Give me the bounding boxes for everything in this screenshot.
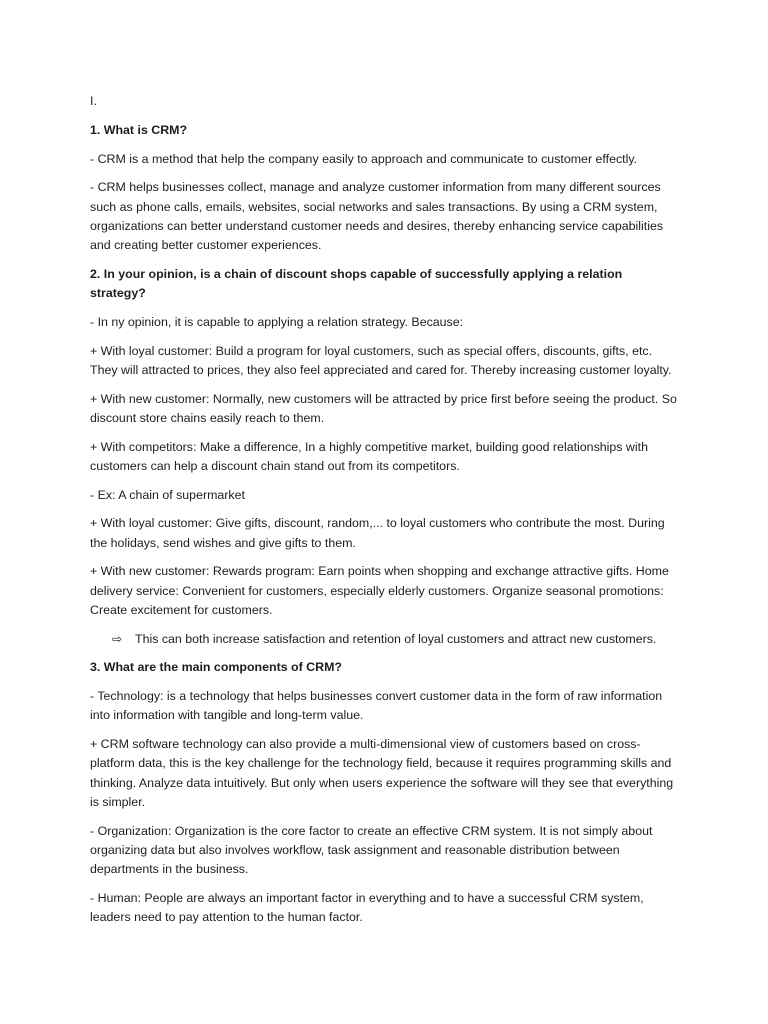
question-2-conclusion-text: This can both increase satisfaction and retention of loyal customers and attract new customers. [135,631,657,646]
question-2-example: - Ex: A chain of supermarket [90,487,245,502]
question-1-heading: 1. What is CRM? [90,122,188,137]
question-2-paragraph-3: + With new customer: Normally, new customers will be attracted by price first before seeing the product. So discount store chains easily reach to them. [90,391,677,425]
arrow-right-icon: ⇨ [112,631,123,646]
question-2-paragraph-4: + With competitors: Make a difference, In a highly competitive market, building good relationships with customers can help a discount chain stand out from its competitors. [90,439,648,473]
question-2-conclusion [112,630,680,649]
question-3-paragraph-1: - Technology: is a technology that helps businesses convert customer data in the form of raw information into information with tangible and long-term value. [90,689,663,723]
question-3-paragraph-3: - Organization: Organization is the core factor to create an effective CRM system. It is not simply about organizing data but also involves workflow, task assignment and reasonable distribution between departments in the business. [90,823,653,876]
question-2-heading: 2. In your opinion, is a chain of discount shops capable of successfully applying a relation strategy? [90,266,623,300]
question-3-paragraph-4: - Human: People are always an important factor in everything and to have a successful CRM system, leaders need to pay attention to the human factor. [90,890,644,924]
question-1-paragraph-2: - CRM helps businesses collect, manage and analyze customer information from many different sources such as phone calls, emails, websites, social networks and sales transactions. By using a CRM system, organizations can better understand customer needs and desires, thereby enhancing service capabilities and creating better customer experiences. [90,180,664,252]
question-3-paragraph-2: + CRM software technology can also provide a multi-dimensional view of customers based on cross-platform data, this is the key challenge for the technology field, because it requires programming skills and thinking. Analyze data intuitively. But only when users experience the software will they see that everything is simpler. [90,737,674,809]
question-1-paragraph-1: - CRM is a method that help the company easily to approach and communicate to customer effectly. [90,151,638,166]
document-page [90,92,680,937]
question-2-paragraph-6: + With loyal customer: Give gifts, discount, random,... to loyal customers who contribute the most. During the holidays, send wishes and give gifts to them. [90,516,665,550]
question-2-paragraph-2: + With loyal customer: Build a program for loyal customers, such as special offers, discounts, gifts, etc. They will attracted to prices, they also feel appreciated and cared for. Thereby increasing customer loyalty. [90,343,672,377]
section-marker: I. [90,94,97,108]
question-2-paragraph-1: - In ny opinion, it is capable to applying a relation strategy. Because: [90,314,464,329]
question-2-paragraph-7: + With new customer: Rewards program: Earn points when shopping and exchange attractive gifts. Home delivery service: Convenient for customers, especially elderly customers. Organize seasonal promotions: Create excitement for customers. [90,564,669,617]
question-3-heading: 3. What are the main components of CRM? [90,660,342,675]
